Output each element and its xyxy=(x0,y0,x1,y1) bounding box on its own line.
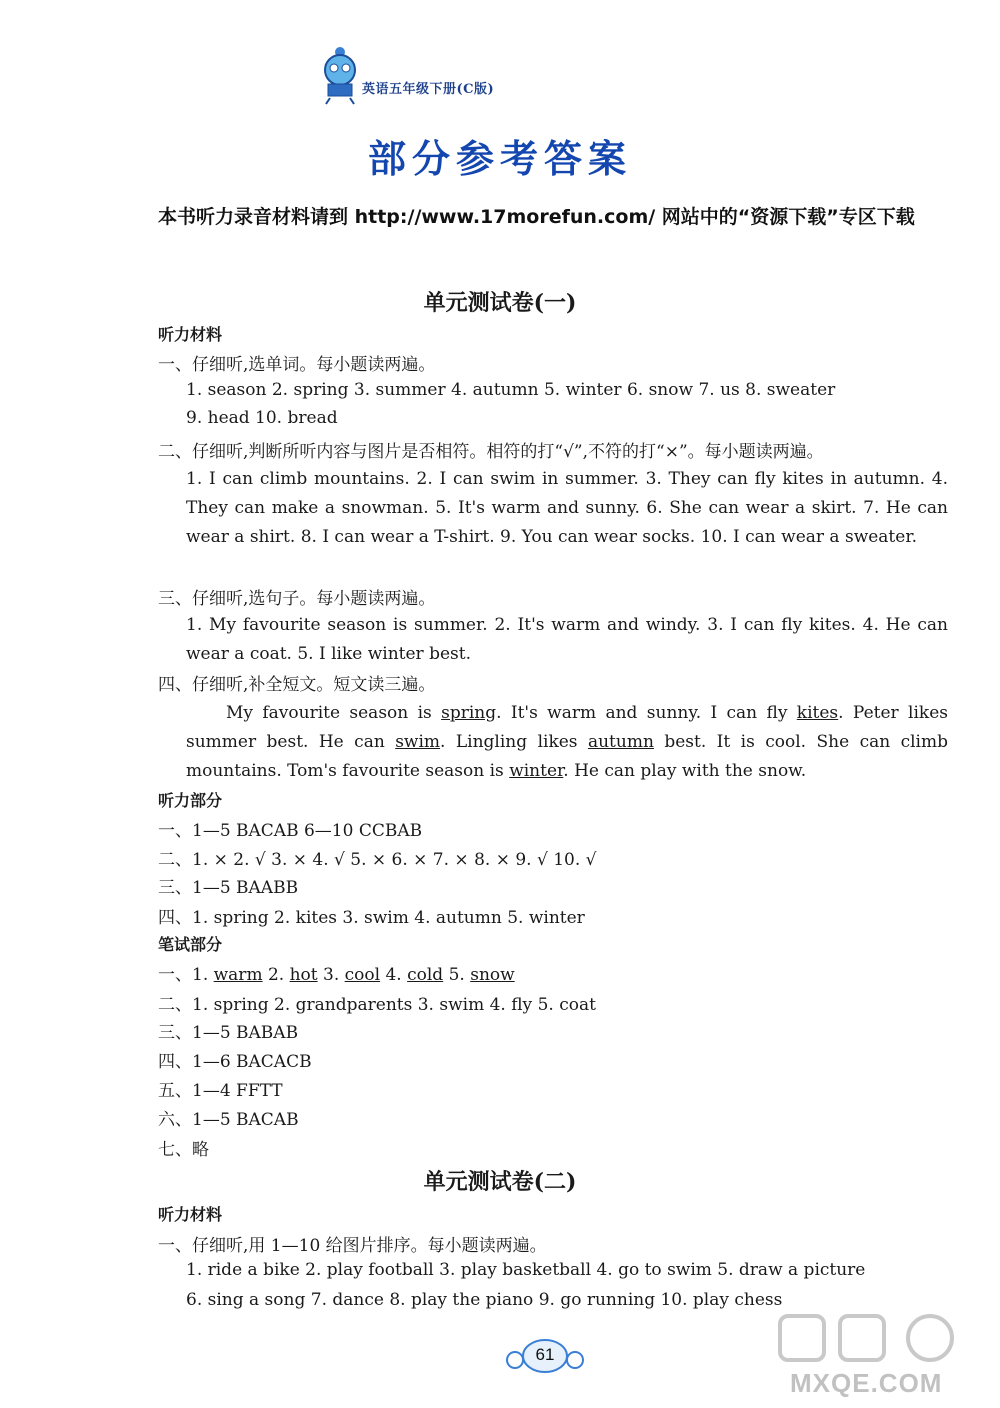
unit1-q1-line2: 9. head 10. bread xyxy=(186,408,338,428)
download-notice: 本书听力录音材料请到 http://www.17morefun.com/ 网站中的“资源下载”专区下载 xyxy=(158,206,915,228)
answer-kites: kites xyxy=(796,703,839,723)
unit1-q1: 一、仔细听,选单词。每小题读两遍。 xyxy=(158,355,436,375)
unit1-q2-text: 1. I can climb mountains. 2. I can swim in summer. 3. They can fly kites in autumn. 4. They can make a snowman. 5. It's warm and sunny. 6. She can wear a skirt. 7. He can wear a shirt. 8. I can wear a T-shirt. 9. You can wear socks. 10. I can wear a sweater. xyxy=(186,469,948,547)
unit1-w1: 一、1. warm 2. hot 3. cool 4. cold 5. snow xyxy=(158,965,515,985)
answer-winter: winter xyxy=(509,761,564,781)
unit1-w5: 五、1—4 FFTT xyxy=(158,1081,283,1101)
unit1-q4-passage: My favourite season is spring. It's warm and sunny. I can fly kites. Peter likes summer best. He can swim. Lingling likes autumn best. It is cool. She can climb mountains. Tom's favourite season is winter. He can play with the snow. xyxy=(186,703,948,781)
book-mascot-logo xyxy=(318,44,362,106)
unit1-q3: 三、仔细听,选句子。每小题读两遍。 xyxy=(158,589,436,609)
answer-spring: spring xyxy=(441,703,497,723)
page-number-badge xyxy=(505,1336,585,1376)
unit1-listening-material-label: 听力材料 xyxy=(158,325,223,344)
unit2-title: 单元测试卷(二) xyxy=(423,1169,577,1195)
unit2-q1-line2: 6. sing a song 7. dance 8. play the piano 9. go running 10. play chess xyxy=(186,1290,783,1310)
unit2-q1-line1: 1. ride a bike 2. play football 3. play basketball 4. go to swim 5. draw a picture xyxy=(186,1260,866,1280)
unit1-listening-part-label: 听力部分 xyxy=(158,791,223,810)
unit1-written-part-label: 笔试部分 xyxy=(158,935,223,954)
unit1-q3-text: 1. My favourite season is summer. 2. It's warm and windy. 3. I can fly kites. 4. He can wear a coat. 5. I like winter best. xyxy=(186,615,948,664)
unit1-l2: 二、1. × 2. √ 3. × 4. √ 5. × 6. × 7. × 8. × 9. √ 10. √ xyxy=(158,850,597,870)
page-title: 部分参考答案 xyxy=(367,137,632,181)
watermark-logo-icon xyxy=(760,1310,990,1370)
answer-swim: swim xyxy=(395,732,441,752)
unit1-w6: 六、1—5 BACAB xyxy=(158,1110,299,1130)
answer-autumn: autumn xyxy=(587,732,654,752)
unit1-w4: 四、1—6 BACACB xyxy=(158,1052,312,1072)
unit1-title: 单元测试卷(一) xyxy=(423,290,577,316)
unit1-w3: 三、1—5 BABAB xyxy=(158,1023,299,1043)
watermark-text: MXQE.COM xyxy=(790,1368,943,1398)
watermark xyxy=(760,1310,990,1400)
unit1-w2: 二、1. spring 2. grandparents 3. swim 4. fly 5. coat xyxy=(158,995,596,1015)
unit1-q2: 二、仔细听,判断所听内容与图片是否相符。相符的打“√”,不符的打“×”。每小题读两遍。 xyxy=(158,442,824,462)
unit2-listening-material-label: 听力材料 xyxy=(158,1205,223,1224)
unit1-q1-line1: 1. season 2. spring 3. summer 4. autumn 5. winter 6. snow 7. us 8. sweater xyxy=(186,380,836,400)
page-number: 61 xyxy=(535,1345,555,1364)
book-title: 英语五年级下册(C版) xyxy=(362,82,495,97)
unit2-q1: 一、仔细听,用 1—10 给图片排序。每小题读两遍。 xyxy=(158,1236,547,1256)
unit1-q4: 四、仔细听,补全短文。短文读三遍。 xyxy=(158,675,436,695)
unit1-l1: 一、1—5 BACAB 6—10 CCBAB xyxy=(158,821,423,841)
unit1-l3: 三、1—5 BAABB xyxy=(158,878,299,898)
unit1-w7: 七、略 xyxy=(158,1140,209,1160)
unit1-l4: 四、1. spring 2. kites 3. swim 4. autumn 5. winter xyxy=(158,908,585,928)
